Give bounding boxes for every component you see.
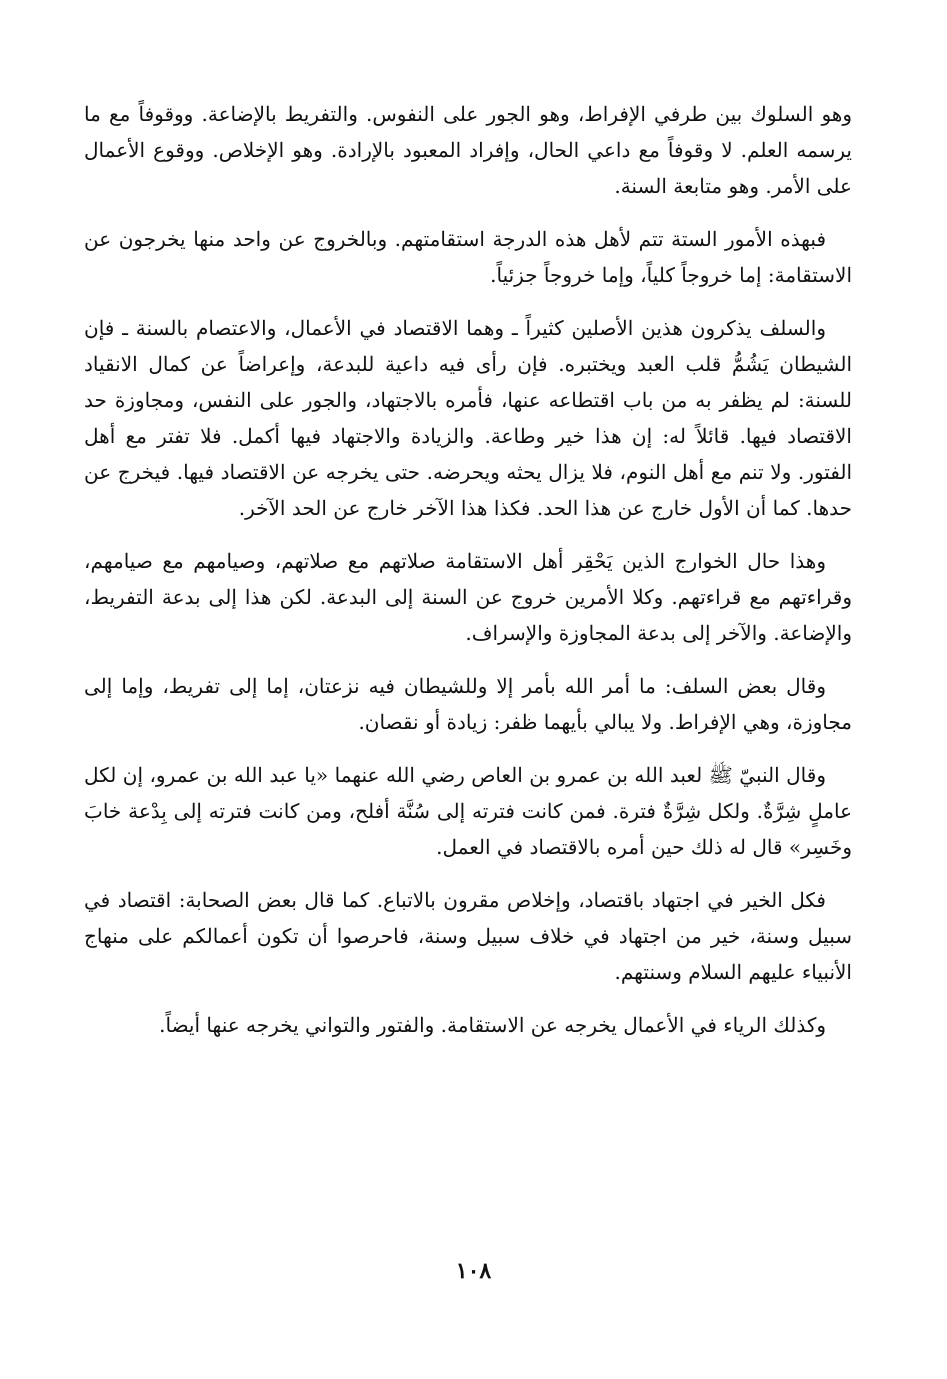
paragraph-7: فكل الخير في اجتهاد باقتصاد، وإخلاص مقرون بالاتباع. كما قال بعض الصحابة: اقتصاد في سبيل وسنة، خير من اجتهاد في خلاف سبيل وسنة، فاحرصوا أن تكون أعمالكم على منهاج الأنبياء عليهم السلام وسنتهم. <box>84 888 852 984</box>
page-body <box>84 96 852 1060</box>
paragraph-5: وقال بعض السلف: ما أمر الله بأمر إلا وللشيطان فيه نزعتان، إما إلى تفريط، وإما إلى مجاوزة، وهي الإفراط. ولا يبالي بأيهما ظفر: زيادة أو نقصان. <box>84 674 852 734</box>
paragraph-6: وقال النبيّ ﷺ لعبد الله بن عمرو بن العاص رضي الله عنهما «يا عبد الله بن عمرو، إن لكل عاملٍ شِرَّةٌ. ولكل شِرَّةٌ فترة. فمن كانت فترته إلى سُنَّة أفلح، ومن كانت فترته إلى بِدْعة خابَ وخَسِر» قال له ذلك حين أمره بالاقتصاد في العمل. <box>84 763 852 859</box>
paragraph-2: فبهذه الأمور الستة تتم لأهل هذه الدرجة استقامتهم. وبالخروج عن واحد منها يخرجون عن الاستقامة: إما خروجاً كلياً، وإما خروجاً جزئياً. <box>84 227 852 287</box>
paragraph-8: وكذلك الرياء في الأعمال يخرجه عن الاستقامة. والفتور والتواني يخرجه عنها أيضاً. <box>159 1013 826 1037</box>
paragraph-3: والسلف يذكرون هذين الأصلين كثيراً ـ وهما الاقتصاد في الأعمال، والاعتصام بالسنة ـ فإن الشيطان يَشُمُّ قلب العبد ويختبره. فإن رأى فيه داعية للبدعة، وإعراضاً عن كمال الانقياد للسنة: لم يظفر به من باب اقتطاعه عنها، فأمره بالاجتهاد، والجور على النفس، ومجاوزة حد الاقتصاد فيها. قائلاً له: إن هذا خير وطاعة. والزيادة والاجتهاد فيها أكمل. فلا تفتر مع أهل الفتور. ولا تنم مع أهل النوم، فلا يزال يحثه ويحرضه. حتى يخرجه عن الاقتصاد فيها. فيخرج عن حدها. كما أن الأول خارج عن هذا الحد. فكذا هذا الآخر خارج عن الحد الآخر. <box>84 316 852 520</box>
page-number: ١٠٨ <box>455 1258 492 1284</box>
paragraph-4: وهذا حال الخوارج الذين يَحْقِر أهل الاستقامة صلاتهم مع صلاتهم، وصيامهم مع صيامهم، وقراءتهم مع قراءتهم. وكلا الأمرين خروج عن السنة إلى البدعة. لكن هذا إلى بدعة التفريط، والإضاعة. والآخر إلى بدعة المجاوزة والإسراف. <box>84 549 852 645</box>
paragraph-1: وهو السلوك بين طرفي الإفراط، وهو الجور على النفوس. والتفريط بالإضاعة. ووقوفاً مع ما يرسمه العلم. لا وقوفاً مع داعي الحال، وإفراد المعبود بالإرادة. وهو الإخلاص. ووقوع الأعمال على الأمر. وهو متابعة السنة. <box>84 102 853 198</box>
